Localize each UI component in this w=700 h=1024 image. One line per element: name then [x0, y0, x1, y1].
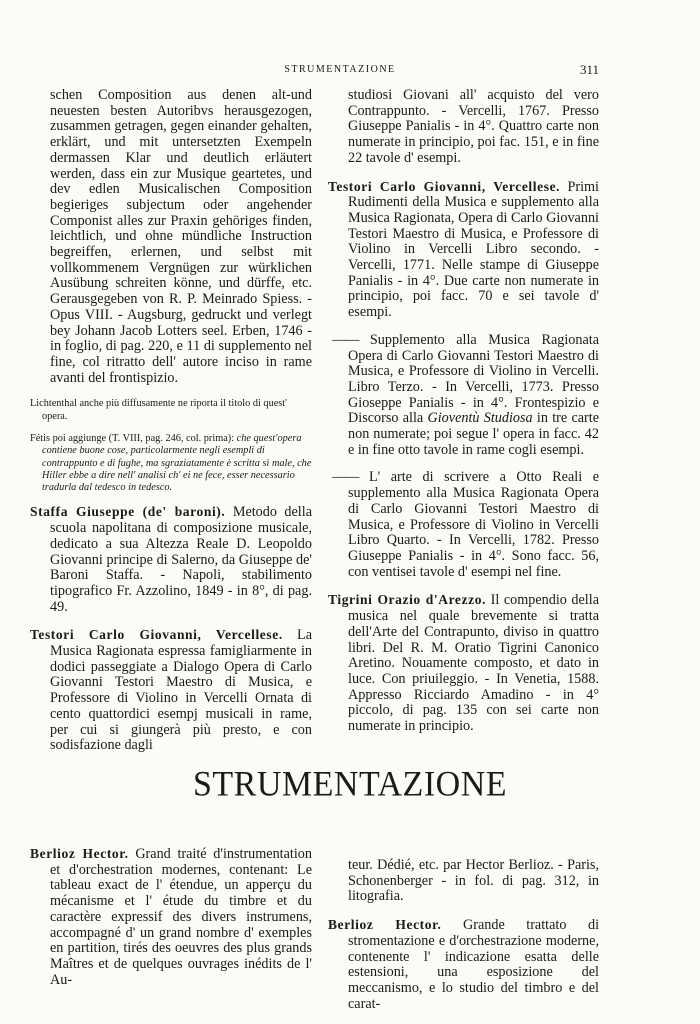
footnote-fetis-quote: che quest'opera contiene buone cose, particolarmente negli esempli di contrappunto e di fughe, ma sgraziatamente è scritta sì male, che Hiller ebbe a dire nell' analisi ch' ei ne fece, esser necessario tradurla dal tedesco in tedesco.	[42, 432, 312, 494]
entry-body: L' arte di scrivere a Otto Reali e supplemento alla Musica Ragionata Opera di Carlo Giovanni Testori Maestro di Musica, e Professore di Violino in Vercelli Libro Quarto. - In Vercelli, 1782. Presso Giuseppe Panialis - in 4°. Sono facc. 56, con ventisei tavole d' esempi nel fine.	[348, 469, 599, 580]
entry-continuation: schen Composition aus denen alt-und neuesten besten Autoribvs herausgezogen, zusammen getragen, gegen einander gehalten, erklärt, und mit untersetzten Exempeln dermassen Klar und deutlich erläutert werden, dass ein zur Musique geartetes, und dev edlen Musicalischen Composition begieriges subjectum oder angehender Componist alles zur Praxin gehöriges finden, leichtlich, und ohne mündliche Instruction begreiffen, erlernen, und selbst mit vollkommenem Vergnügen zur würklichen Ausübung schreiten könne, und dürffe, etc. Gerausgegeben von R. P. Meinrado Spiess. - Opus VIII. - Augsburg, gedruckt und verlegt bey Johann Jacob Lotters seel. Erben, 1746 - in foglio, di pag. 220, e 11 di supplemento nel fine, col ritratto dell' autore inciso in rame avanti del frontispizio.	[50, 87, 312, 386]
entry-berlioz-traite	[30, 846, 312, 988]
footnote-fetis-intro: Fétis poi aggiunge (T. VIII, pag. 246, col. prima):	[30, 432, 235, 444]
lower-left-column	[30, 846, 312, 1000]
entry-body: Il compendio della musica nel quale brevemente si tratta dell'Arte del Contrapunto, diviso in quattro libri. Del R. M. Oratio Tigrini Canonico Aretino. Nouamente composto, et dato in luce. Con priuileggio. - In Venetia, 1588. Appresso Ricciardo Amadino - in 4° piccolo, di pag. 135 con sei carte non numerate in principio.	[348, 592, 599, 735]
entry-body: La Musica Ragionata espressa famigliarmente in dodici passeggiate a Dialogo Opera di Carlo Giovanni Testori Maestro di Musica, e Professore di Violino in Vercelli Ornata di cento quattordici esempj musicali in rame, per cui si giungerà più presto, e con sodisfazione dagli	[50, 627, 312, 754]
entry-heading: Berlioz Hector.	[30, 846, 129, 861]
entry-tigrini	[328, 592, 599, 734]
entry-italic-title: Gioventù Studiosa	[427, 410, 533, 427]
footnote-lichtenthal: Lichtenthal anche più diffusamente ne riporta il titolo di quest' opera.	[30, 398, 288, 422]
entry-heading: Testori Carlo Giovanni, Vercellese.	[328, 178, 561, 194]
entry-continuation: teur. Dédié, etc. par Hector Berlioz. - Paris, Schonenberger - in fol. di pag. 312, in litografia.	[348, 857, 599, 905]
entry-heading: Testori Carlo Giovanni, Vercellese.	[30, 627, 283, 643]
entry-body: Primi Rudimenti della Musica e supplemento alla Musica Ragionata, Opera di Carlo Giovanni Testori Maestro di Musica, e Professore di Violino in Vercelli Libro secondo. - Vercelli, 1771. Nelle stampe di Giuseppe Panialis - in 4°. Due carte non numerate in principio, poi facc. 70 e sei tavole d' esempi.	[348, 178, 599, 321]
entry-heading: Tigrini Orazio d'Arezzo.	[328, 592, 487, 608]
ditto-dash: ——	[332, 469, 359, 486]
entry-heading: Staffa Giuseppe (de' baroni).	[30, 504, 226, 520]
entry-body: Metodo della scuola napolitana di composizione musicale, dedicato a sua Altezza Reale D. Leopoldo Giovanni principe di Salerno, da Giuseppe de' Baroni Staffa. - Napoli, stabilimento tipografico Fr. Azzolino, 1849 - in 8°, di pag. 49.	[50, 504, 312, 615]
lower-right-column	[328, 858, 599, 1024]
entry-body-tail: in tre carte non numerate; poi segue l' opera in facc. 42 e in fine otto tavole in rame cogli esempi.	[348, 410, 600, 458]
running-head	[0, 64, 700, 82]
left-column	[30, 88, 312, 766]
entry-continuation: studiosi Giovani all' acquisto del vero Contrappunto. - Vercelli, 1767. Presso Giuseppe Panialis - in 4°. Quattro carte non numerate in principio, poi fac. 151, e in fine 22 tavole d' esempi.	[348, 87, 599, 166]
page-number: 311	[579, 62, 599, 77]
section-title: STRUMENTAZIONE	[192, 765, 508, 804]
entry-body: Grand traité d'instrumentation et d'orchestration modernes, contenant: Le tableau exact de l' étendue, un apperçu du mécanisme et l' étude du timbre et du caractère expressif des divers instrumens, accompagné d' un grand nombre d' exemples en partition, tirés des oeuvres des plus grands Maîtres et de quelques ouvrages inédits de l' Au-	[50, 846, 312, 988]
entry-supplemento	[328, 333, 599, 459]
footnote-fetis	[30, 433, 312, 494]
running-title: STRUMENTAZIONE	[284, 64, 396, 75]
ditto-dash: ——	[332, 331, 359, 348]
entry-staffa	[30, 504, 312, 615]
entry-testori-rudimenti	[328, 179, 599, 321]
entry-arte-scrivere	[328, 470, 599, 580]
entry-body: Grande trattato di stromentazione e d'orchestrazione moderne, contenente l' indicazione esatta delle estensioni, una esposizione del meccanismo, e lo studio del timbro e del carat-	[348, 917, 600, 1012]
entry-berlioz-trattato	[328, 917, 599, 1012]
right-column	[328, 88, 599, 747]
entry-testori	[30, 627, 312, 754]
entry-body: Supplemento alla Musica Ragionata Opera di Carlo Giovanni Testori Maestro di Musica, e Professore di Violino in Vercelli. Libro Terzo. - In Vercelli, 1773. Presso Gioseppe Panialis - in 4°. Frontespizio e Discorso alla	[348, 331, 599, 427]
entry-heading: Berlioz Hector.	[328, 917, 442, 933]
